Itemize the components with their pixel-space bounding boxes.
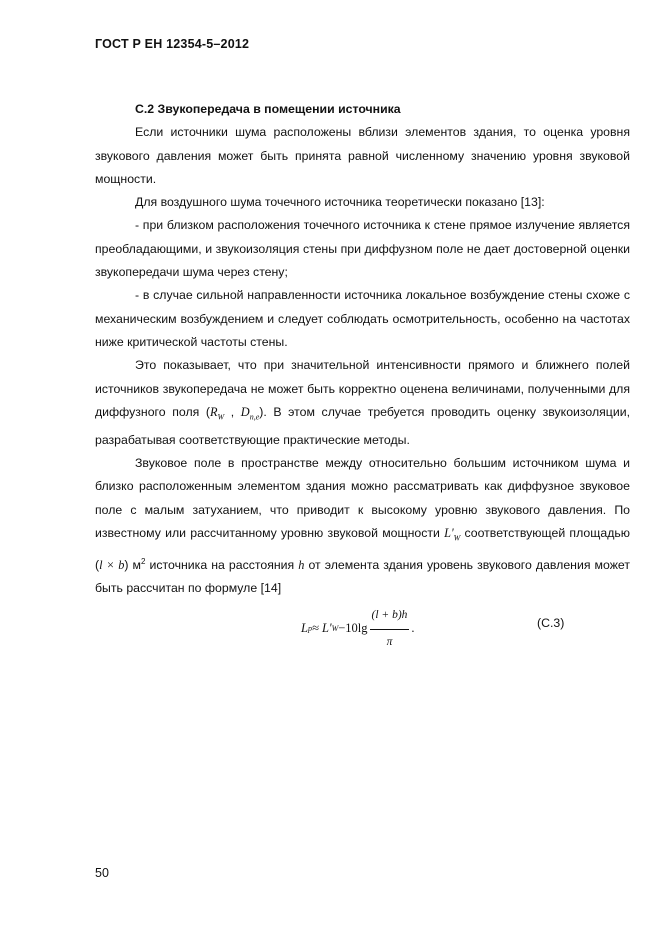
document-body: [95, 98, 631, 648]
paragraph-1: Если источники шума расположены вблизи элементов здания, то оценка уровня звукового давления может быть принята равной численному значению уровня звуковой мощности.: [95, 125, 630, 186]
symbol-lw: $L'_W$: [444, 525, 461, 543]
paragraph-2: Для воздушного шума точечного источника теоретически показано [13]:: [135, 195, 545, 210]
formula-label: (С.3): [537, 616, 565, 631]
symbol-lxb: l × b: [99, 557, 125, 572]
page-number: 50: [95, 866, 109, 880]
paragraph-3: - при близком расположения точечного источника к стене прямое излучение является преобладающими, и звукоизоляция стены при диффузном поле не дает достоверной оценки звукопередачи шума через стену;: [95, 218, 630, 280]
section-heading: С.2 Звукопередача в помещении источника: [135, 102, 401, 116]
paragraph-6: Звуковое поле в пространстве между относительно большим источником шума и близко расположенным элементом здания можно рассматривать как диффузное звуковое поле с малым затуханием, что приводит к высокому уровню звукового давления. По известному или рассчитанному уровню звуковой мощности $L'_W$ соответствующей площадью (l × b) $м^2$ источника на расстояния h от элемента здания уровень звукового давления может быть рассчитан по формуле [14]: [95, 455, 631, 595]
paragraph-4: - в случае сильной направленности источника локальное возбуждение стены схоже с механическим возбуждением и следует соблюдать осмотрительность, особенно на частотах ниже критической частоты стены.: [95, 288, 630, 349]
formula-fraction: $\frac{(l + b)h}{\pi}$: [370, 604, 410, 654]
document-header: ГОСТ Р ЕН 12354-5–2012: [95, 37, 250, 51]
symbol-r: $R_W$: [209, 404, 225, 422]
symbol-d: $D_{n,e}$: [240, 404, 260, 422]
symbol-h: h: [298, 557, 305, 572]
formula-c3: L p ≈ L' W −10lg $\frac{(l + b)h}{\pi}$ .: [301, 604, 415, 654]
paragraph-5: Это показывает, что при значительной интенсивности прямого и ближнего полей источников звукопередача не может быть корректно оценена величинами, полученными для диффузного поля ($R_W$ , $D_{n,e}$). В этом случае требуется проводить оценку звукоизоляции, разрабатывая соответствующие практические методы.: [95, 358, 631, 447]
formula-row: [95, 602, 630, 648]
